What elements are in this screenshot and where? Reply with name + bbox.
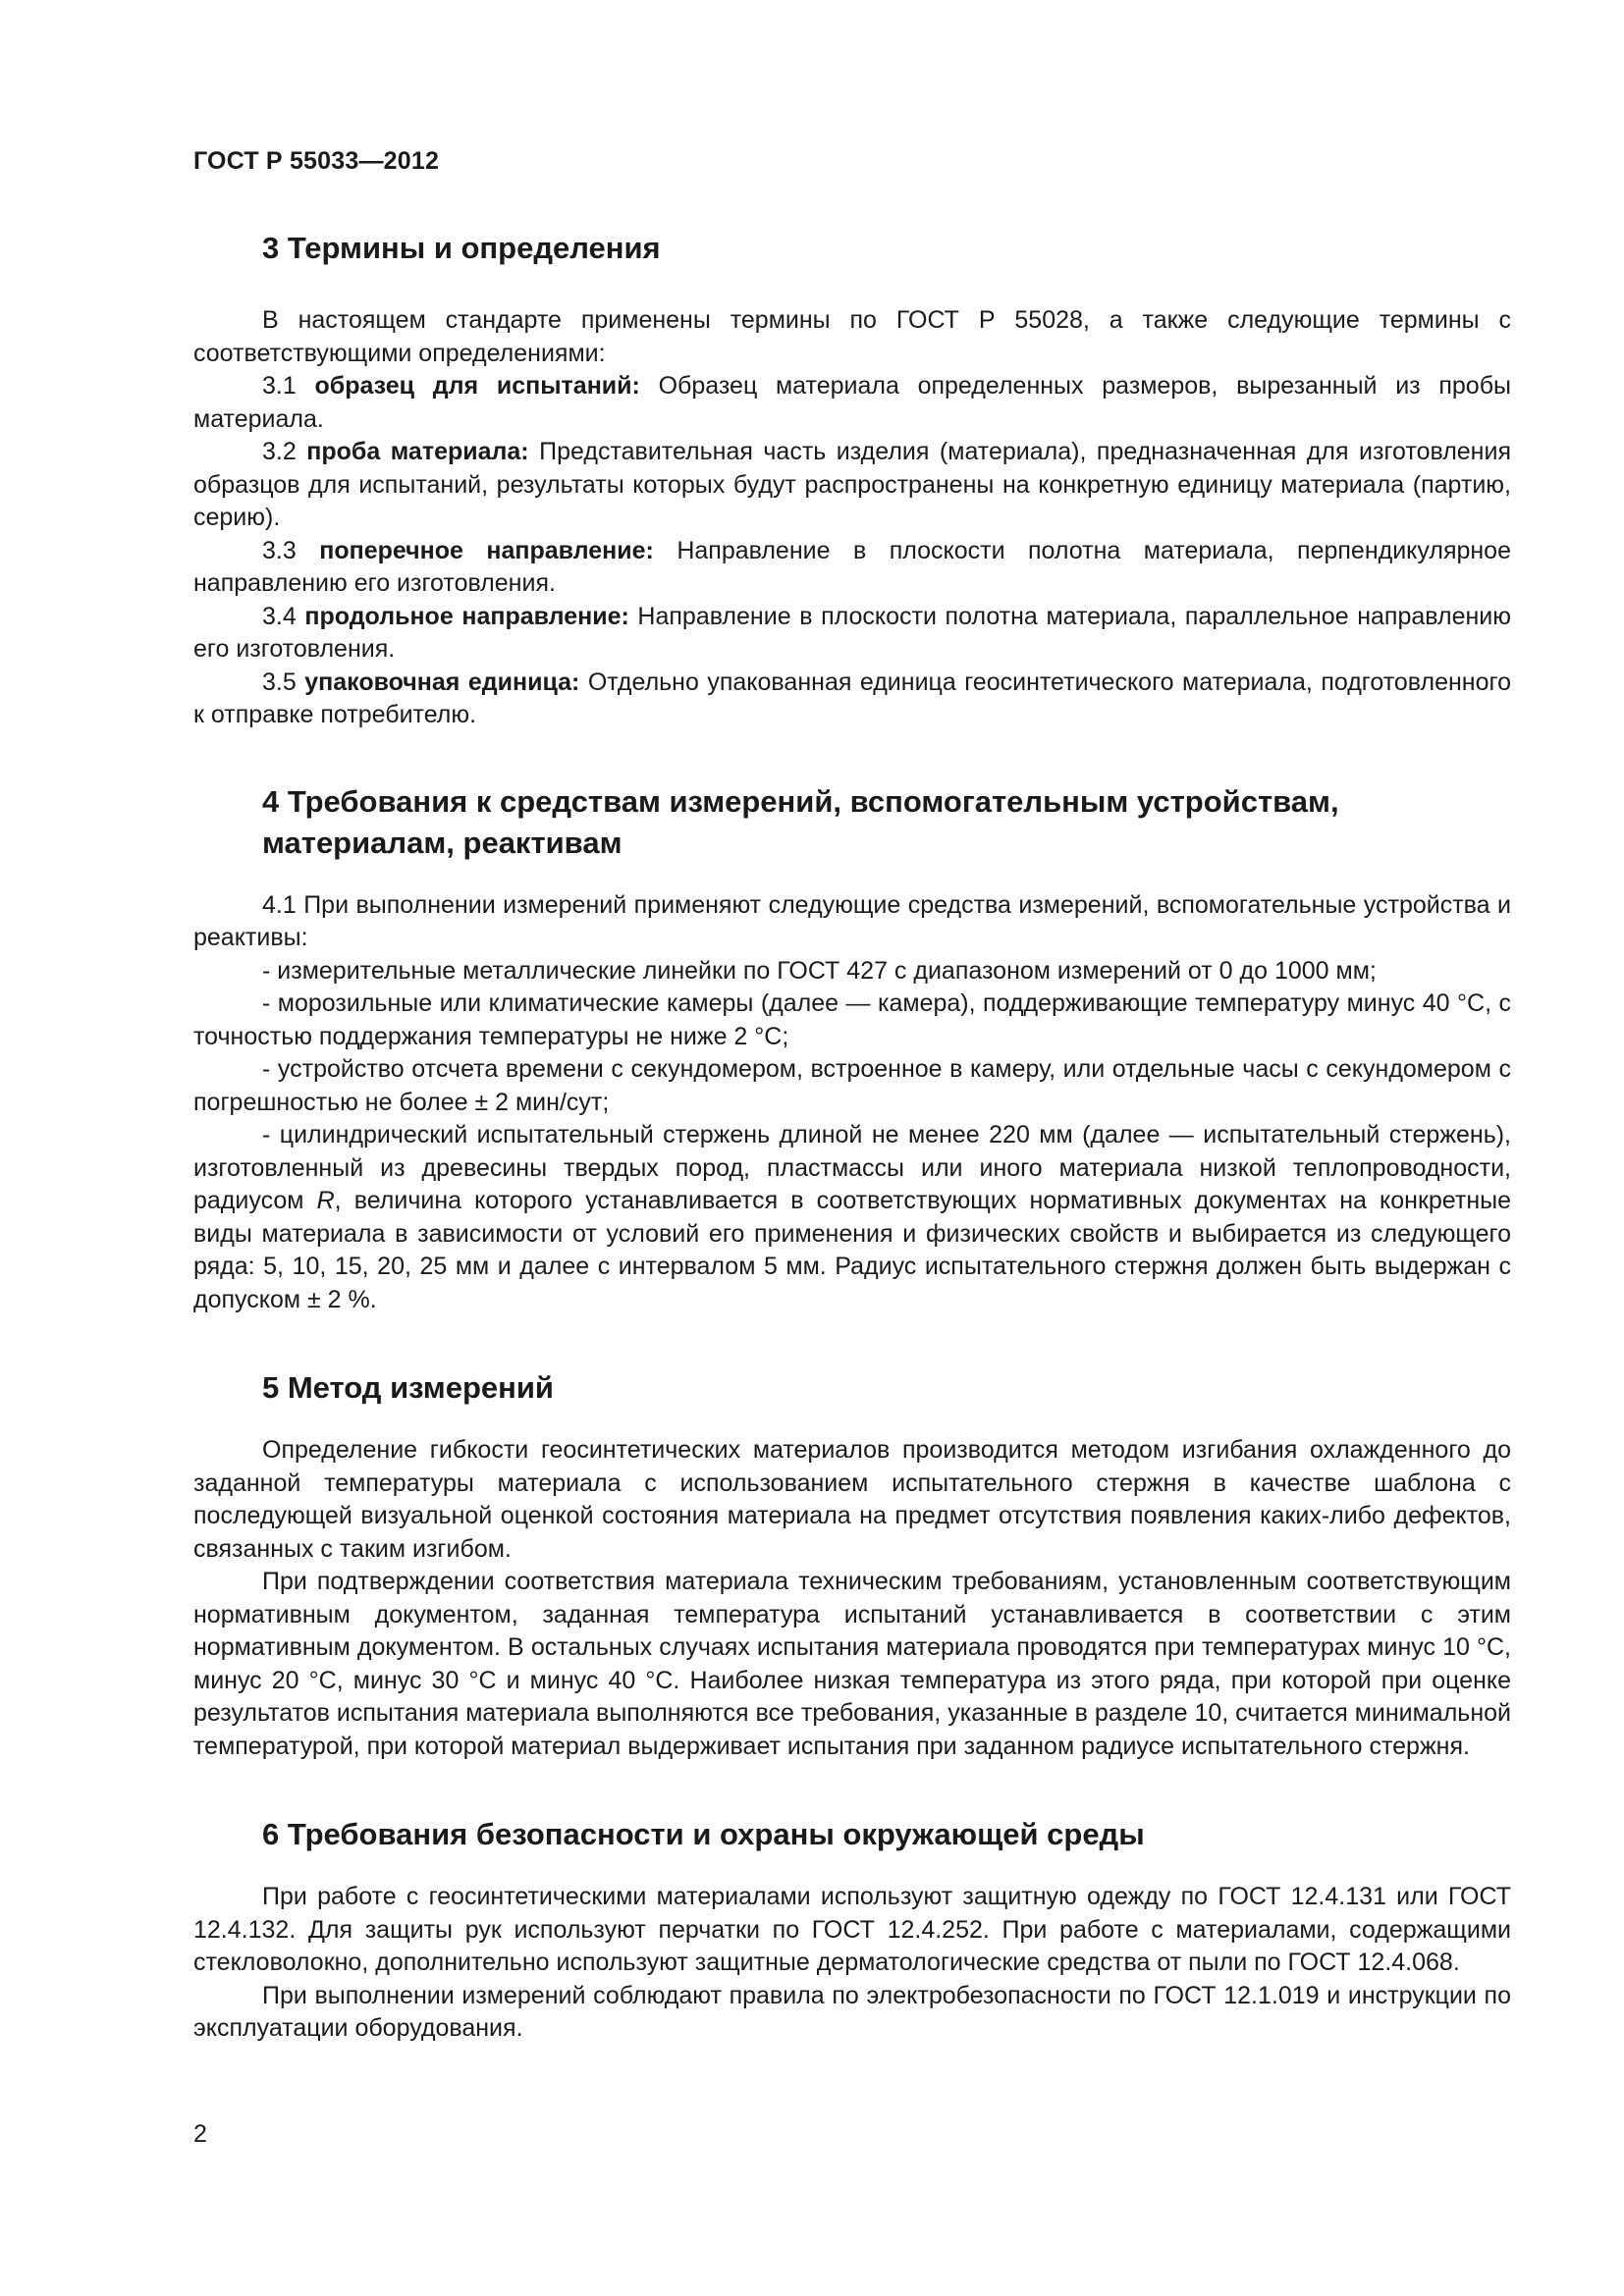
- equipment-item-timer: - устройство отсчета времени с секундомером, встроенное в камеру, или отдельные часы с секундомером с погрешностью не более ± 2 мин/сут;: [193, 1055, 1511, 1116]
- term-name: образец для испытаний:: [314, 372, 640, 400]
- term-definition: Направление в плоскости полотна материала, перпендикулярное направлению его изготовления.: [193, 536, 1511, 597]
- term-definition: Представительная часть изделия (материала), предназначенная для изготовления образцов для испытаний, результаты которых будут распространены на конкретную единицу материала (партию, серию).: [193, 438, 1511, 531]
- radius-symbol: R: [316, 1187, 335, 1214]
- section-3-intro: В настоящем стандарте применены термины по ГОСТ Р 55028, а также следующие термины с соответствующими определениями:: [193, 306, 1511, 367]
- term-name: поперечное направление:: [319, 536, 654, 564]
- term-name: проба материала:: [306, 438, 529, 465]
- term-definition: Образец материала определенных размеров, вырезанный из пробы материала.: [193, 372, 1511, 433]
- term-3-2: [193, 436, 1511, 535]
- term-definition: Направление в плоскости полотна материала, параллельное направлению его изготовления.: [193, 602, 1511, 663]
- section-5-title: 5 Метод измерений: [262, 1370, 554, 1405]
- section-5-body: [193, 1434, 1511, 1763]
- section-3-title: 3 Термины и определения: [262, 231, 661, 265]
- section-4-body: [193, 889, 1511, 1317]
- page-number: 2: [193, 2120, 207, 2148]
- section-6-body: [193, 1881, 1511, 2046]
- term-name: продольное направление:: [304, 602, 629, 630]
- term-definition: Отдельно упакованная единица геосинтетического материала, подготовленного к отправке потребителю.: [193, 667, 1511, 728]
- term-number: 3.1: [262, 372, 315, 400]
- section-5-paragraph-1: Определение гибкости геосинтетических материалов производится методом изгибания охлажденного до заданной температуры материала с использованием испытательного стержня в качестве шаблона с последующей визуальной оценкой состояния материала на предмет отсутствия появления каких-либо дефектов, связанных с таким изгибом.: [193, 1436, 1511, 1563]
- section-4-title: [193, 781, 1511, 864]
- section-5-paragraph-2: При подтверждении соответствия материала техническим требованиям, установленным соответствующим нормативным документом, заданная температура испытаний устанавливается в соответствии с этим нормативным документом. В остальных случаях испытания материала проводятся при температурах минус 10 °С, минус 20 °С, минус 30 °С и минус 40 °С. Наиболее низкая температура из этого ряда, при которой при оценке результатов испытания материала выполняются все требования, указанные в разделе 10, считается минимальной температурой, при которой материал выдерживает испытания при заданном радиусе испытательного стержня.: [193, 1568, 1511, 1760]
- section-6-title: 6 Требования безопасности и охраны окружающей среды: [262, 1817, 1145, 1851]
- document-code-header: ГОСТ Р 55033—2012: [193, 147, 440, 175]
- equipment-item-chamber: - морозильные или климатические камеры (далее — камера), поддерживающие температуру минус 40 °С, с точностью поддержания температуры не ниже 2 °С;: [193, 989, 1511, 1050]
- term-3-3: [193, 535, 1511, 601]
- rod-text-a: - цилиндрический испытательный стержень длиной не менее 220 мм (далее — испытательный стержень), изготовленный из древесины твердых пород, пластмассы или иного материала низкой теплопроводности, радиусом: [193, 1121, 1511, 1214]
- term-name: упаковочная единица:: [304, 667, 580, 696]
- section-6-paragraph-2: При выполнении измерений соблюдают правила по электробезопасности по ГОСТ 12.1.019 и инструкции по эксплуатации оборудования.: [193, 1981, 1511, 2042]
- term-3-5: [193, 667, 1511, 732]
- equipment-item-rod: [193, 1119, 1511, 1316]
- term-number: 3.2: [262, 438, 307, 465]
- term-number: 3.5: [262, 667, 305, 696]
- section-4-title-line-2: материалам, реактивам: [262, 825, 623, 860]
- term-3-4: [193, 601, 1511, 667]
- term-3-1: [193, 370, 1511, 436]
- term-number: 3.4: [262, 602, 305, 630]
- section-4-title-line-1: 4 Требования к средствам измерений, вспомогательным устройствам,: [262, 783, 1339, 819]
- document-body: [193, 228, 1511, 2046]
- section-4-1-text: 4.1 При выполнении измерений применяют следующие средства измерений, вспомогательные устройства и реактивы:: [193, 890, 1511, 951]
- term-number: 3.3: [262, 536, 320, 564]
- section-3-body: [193, 304, 1511, 732]
- section-6-paragraph-1: При работе с геосинтетическими материалами используют защитную одежду по ГОСТ 12.4.131 или ГОСТ 12.4.132. Для защиты рук используют перчатки по ГОСТ 12.4.252. При работе с материалами, содержащими стекловолокно, дополнительно используют защитные дерматологические средства от пыли по ГОСТ 12.4.068.: [193, 1883, 1511, 1976]
- rod-text-b: , величина которого устанавливается в соответствующих нормативных документах на конкретные виды материала в зависимости от условий его применения и физических свойств и выбирается из следующего ряда: 5, 10, 15, 20, 25 мм и далее с интервалом 5 мм. Радиус испытательного стержня должен быть выдержан с допуском ± 2 %.: [193, 1187, 1511, 1313]
- equipment-item-rulers: - измерительные металлические линейки по ГОСТ 427 с диапазоном измерений от 0 до 1000 мм;: [262, 956, 1377, 985]
